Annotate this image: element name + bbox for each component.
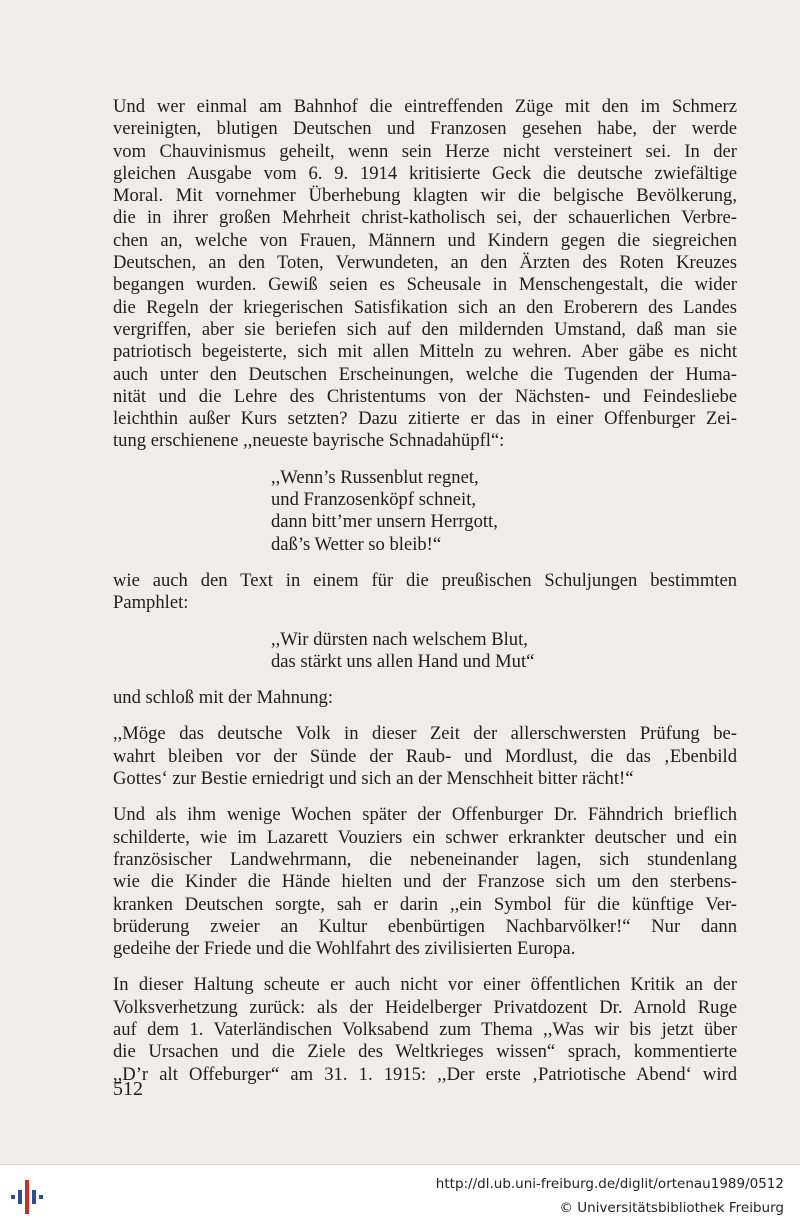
text-line: nität und die Lehre des Christentums von der Nächsten- und Feindesliebe — [113, 385, 737, 407]
text-line: gleichen Ausgabe vom 6. 9. 1914 kritisierte Geck die deutsche zwiefältige — [113, 162, 737, 184]
text-line: In dieser Haltung scheute er auch nicht vor einer öffentlichen Kritik an der — [113, 974, 737, 996]
text-line: Moral. Mit vornehmer Überhebung klagten wir die belgische Bevölkerung, — [113, 185, 737, 207]
text-line: kranken Deutschen sorgte, sah er darin ,,ein Symbol für die künftige Ver- — [113, 893, 737, 915]
paragraph — [113, 974, 737, 1085]
text-line: begangen wurden. Gewiß seien es Scheusale in Menschengestalt, die wider — [113, 274, 737, 296]
ub-freiburg-logo-icon[interactable] — [8, 1177, 48, 1217]
viewer-footer — [0, 1164, 800, 1225]
text-line: französischer Landwehrmann, die nebeneinander lagen, sich stundenlang — [113, 848, 737, 870]
text-line: leichthin außer Kurs setzten? Dazu zitierte er das in einer Offenburger Zei- — [113, 408, 737, 430]
text-line: ,,Möge das deutsche Volk in dieser Zeit der allerschwersten Prüfung be- — [113, 723, 737, 745]
text-line: Und als ihm wenige Wochen später der Offenburger Dr. Fähndrich brieflich — [113, 804, 737, 826]
text-line: wahrt bleiben vor der Sünde der Raub- und Mordlust, die das ‚Ebenbild — [113, 745, 737, 767]
text-line: und Franzosenköpf schneit, — [271, 489, 477, 511]
text-line: auch unter den Deutschen Erscheinungen, welche die Tugenden der Huma- — [113, 363, 737, 385]
text-line: daß’s Wetter so bleib!“ — [271, 533, 442, 555]
text-line: wie auch den Text in einem für die preußischen Schuljungen bestimmten — [113, 569, 737, 591]
paragraph — [113, 570, 737, 615]
text-line: auf dem 1. Vaterländischen Volksabend zum Thema ,,Was wir bis jetzt über — [113, 1018, 737, 1040]
text-line: das stärkt uns allen Hand und Mut“ — [271, 650, 535, 672]
text-line: schilderte, wie im Lazarett Vouziers ein schwer erkrankter deutscher und ein — [113, 826, 737, 848]
verse-block — [271, 467, 737, 556]
text-line: tung erschienene ,,neueste bayrische Schnadahüpfl“: — [113, 430, 505, 452]
text-line: vom Chauvinismus geheilt, wenn sein Herze nicht versteinert sei. In der — [113, 140, 737, 162]
copyright-notice: © Universitätsbibliothek Freiburg — [559, 1200, 784, 1216]
text-line: ,,D’r alt Offeburger“ am 31. 1. 1915: ,,Der erste ‚Patriotische Abend‘ wird — [113, 1063, 737, 1085]
text-line: brüderung zweier an Kultur ebenbürtigen Nachbarvölker!“ Nur dann — [113, 915, 737, 937]
permalink-url[interactable]: http://dl.ub.uni-freiburg.de/diglit/ortenau1989/0512 — [435, 1176, 784, 1192]
text-line: ,,Wenn’s Russenblut regnet, — [271, 466, 479, 488]
text-line: Volksverhetzung zurück: als der Heidelberger Privatdozent Dr. Arnold Ruge — [113, 996, 737, 1018]
text-line: Pamphlet: — [113, 592, 189, 614]
text-line: Gottes‘ zur Bestie erniedrigt und sich an der Menschheit bitter rächt!“ — [113, 768, 634, 790]
text-line: und schloß mit der Mahnung: — [113, 687, 334, 709]
text-line: patriotisch begeisterte, sich mit allen Mitteln zu wehren. Aber gäbe es nicht — [113, 341, 737, 363]
text-line: vergriffen, aber sie beriefen sich auf den mildernden Umstand, daß man sie — [113, 318, 737, 340]
text-line: dann bitt’mer unsern Herrgott, — [271, 511, 498, 533]
quote-paragraph — [113, 723, 737, 790]
text-line: ,,Wir dürsten nach welschem Blut, — [271, 628, 528, 650]
text-line: Und wer einmal am Bahnhof die eintreffenden Züge mit den im Schmerz — [113, 96, 737, 117]
verse-block — [271, 629, 737, 674]
text-line: Deutschen, an den Toten, Verwundeten, an den Ärzten des Roten Kreuzes — [113, 252, 737, 274]
text-line: chen an, welche von Frauen, Männern und Kindern gegen die siegreichen — [113, 229, 737, 251]
text-line: die in ihrer großen Mehrheit christ-katholisch sei, der schauerlichen Verbre- — [113, 207, 737, 229]
paragraph — [113, 96, 737, 453]
page-number: 512 — [113, 1078, 143, 1100]
text-line: die Regeln der kriegerischen Satisfikation sich an den Eroberern des Landes — [113, 296, 737, 318]
text-line: vereinigten, blutigen Deutschen und Franzosen gesehen habe, der werde — [113, 118, 737, 140]
text-line: gedeihe der Friede und die Wohlfahrt des zivilisierten Europa. — [113, 938, 576, 960]
text-line: wie die Kinder die Hände hielten und der Franzose sich um den sterbens- — [113, 871, 737, 893]
body-text — [113, 96, 737, 1100]
text-line: die Ursachen und die Ziele des Weltkrieges wissen“ sprach, kommentierte — [113, 1041, 737, 1063]
paragraph — [113, 804, 737, 960]
paragraph — [113, 687, 737, 709]
